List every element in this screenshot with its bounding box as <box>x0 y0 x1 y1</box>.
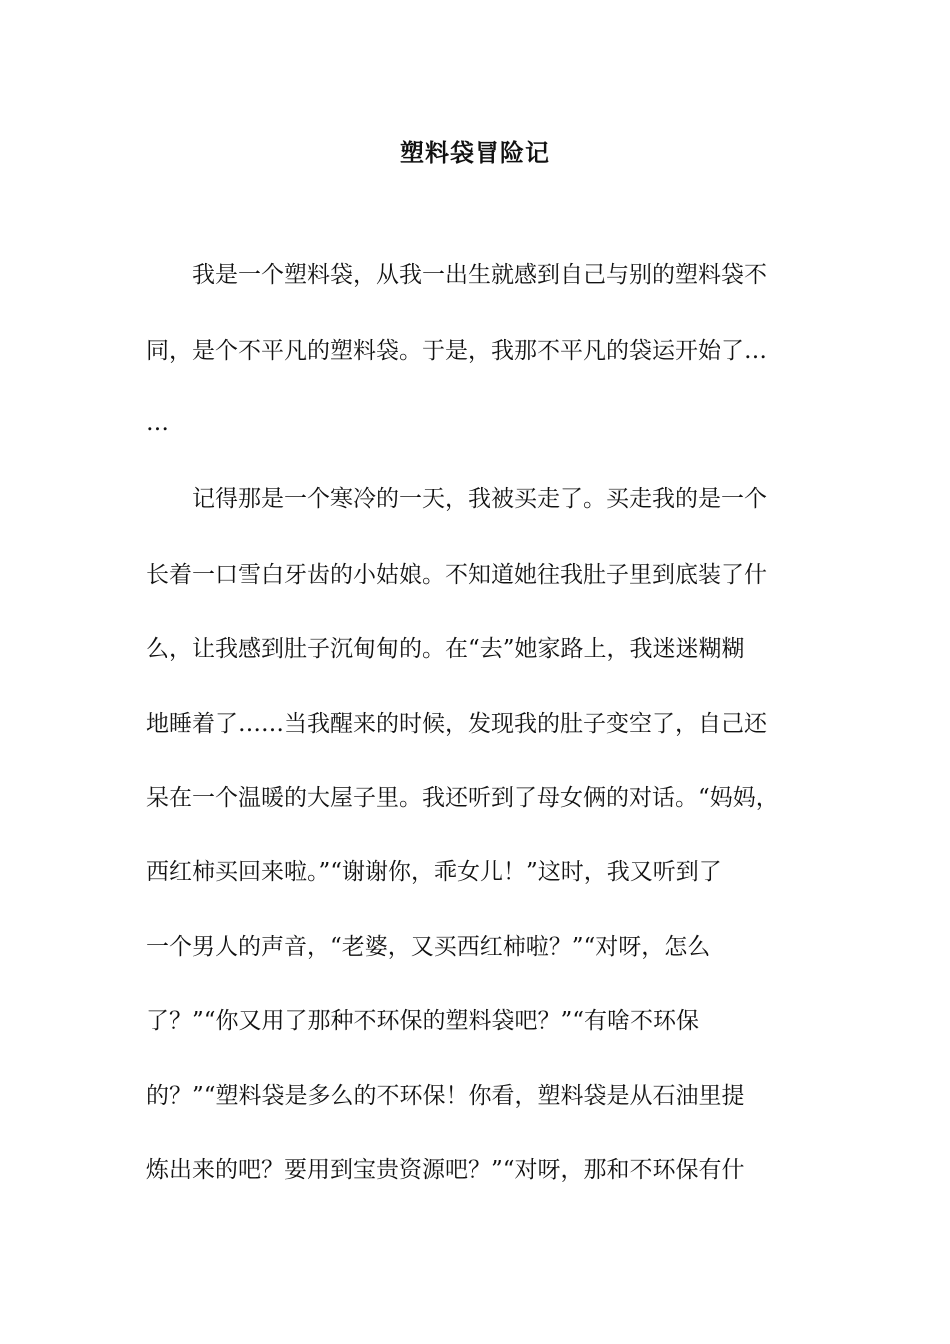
paragraph-2-line-6: 西红柿买回来啦。”“谢谢你，乖女儿！”这时，我又听到了 <box>146 859 722 885</box>
paragraph-2-line-4: 地睡着了……当我醒来的时候，发现我的肚子变空了，自己还 <box>146 711 767 737</box>
paragraph-2-line-5: 呆在一个温暖的大屋子里。我还听到了母女俩的对话。“妈妈， <box>146 785 779 811</box>
paragraph-1-line-1: 我是一个塑料袋，从我一出生就感到自己与别的塑料袋不 <box>192 262 767 288</box>
paragraph-2-line-8: 了？”“你又用了那种不环保的塑料袋吧？”“有啥不环保 <box>146 1008 700 1034</box>
paragraph-2-line-9: 的？”“塑料袋是多么的不环保！你看，塑料袋是从石油里提 <box>146 1083 745 1109</box>
paragraph-2-line-1: 记得那是一个寒冷的一天，我被买走了。买走我的是一个 <box>192 486 767 512</box>
document-title: 塑料袋冒险记 <box>400 138 550 167</box>
paragraph-2-line-10: 炼出来的吧？要用到宝贵资源吧？”“对呀，那和不环保有什 <box>146 1157 745 1183</box>
paragraph-1-line-3: … <box>146 410 169 436</box>
paragraph-2-line-3: 么，让我感到肚子沉甸甸的。在“去”她家路上，我迷迷糊糊 <box>146 636 745 662</box>
paragraph-2-line-7: 一个男人的声音，“老婆，又买西红柿啦？”“对呀，怎么 <box>146 934 711 960</box>
paragraph-2-line-2: 长着一口雪白牙齿的小姑娘。不知道她往我肚子里到底装了什 <box>146 562 767 588</box>
paragraph-1-line-2: 同，是个不平凡的塑料袋。于是，我那不平凡的袋运开始了… <box>146 338 767 364</box>
